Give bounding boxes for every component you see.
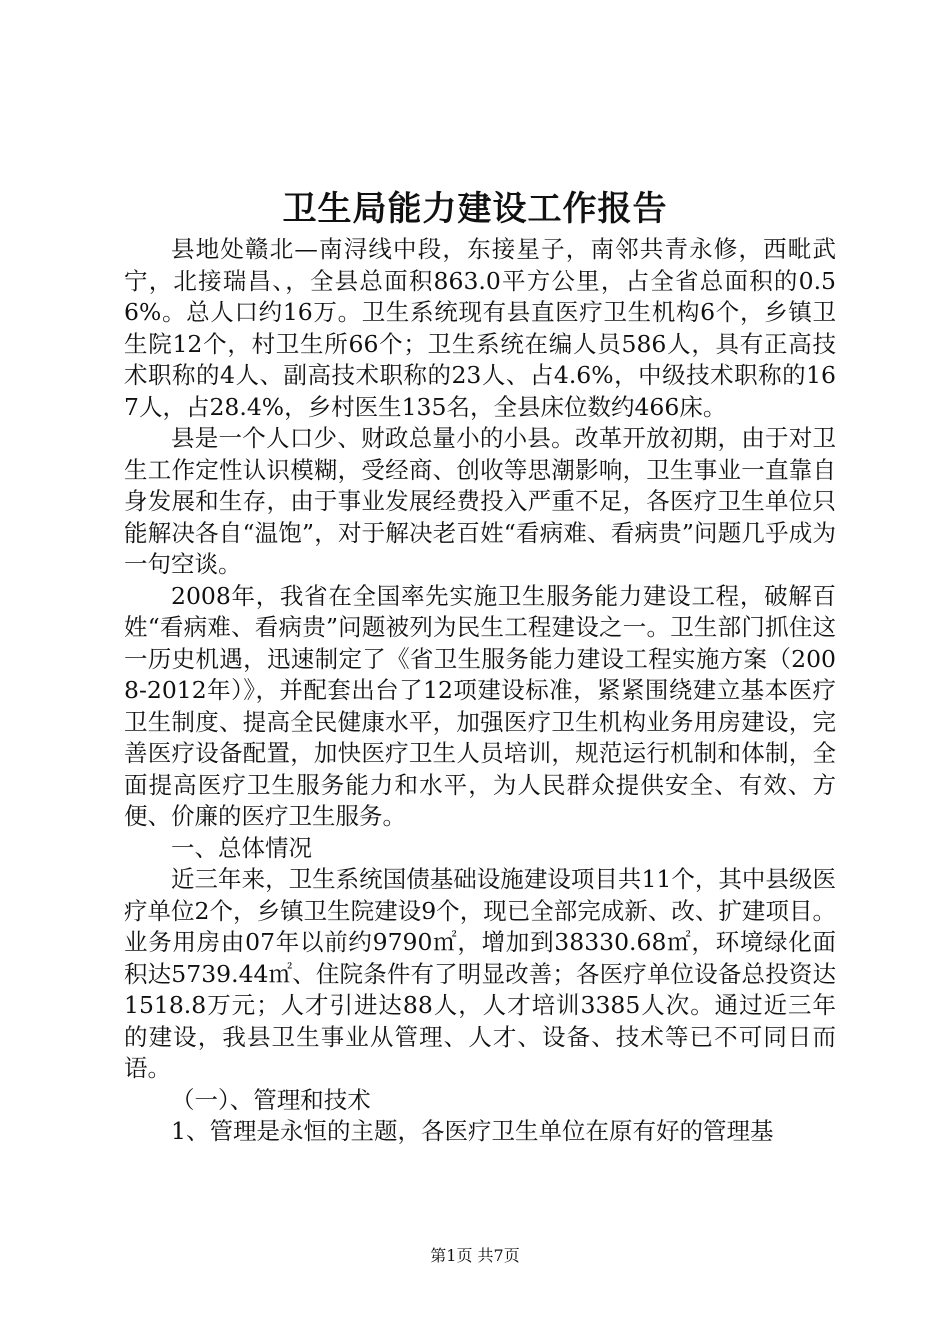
subsection-heading-management: （一）、管理和技术 — [171, 1085, 371, 1114]
section-heading-overall: 一、总体情况 — [171, 833, 312, 862]
paragraph-management: 1、管理是永恒的主题，各医疗卫生单位在原有好的管理基 — [171, 1117, 774, 1145]
document-title: 卫生局能力建设工作报告 — [282, 189, 668, 229]
paragraph-overall-situation: 近三年来，卫生系统国债基础设施建设项目共11个，其中县级医疗单位2个，乡镇卫生院建设9个，现已全部完成新、改、扩建项目。业务用房由07年以前约9790㎡，增加到38330.68㎡，环境绿化面积达5739.44㎡、住院条件有了明显改善；各医疗单位设备总投资达1518.8万元；人才引进达88人，人才培训3385人次。通过近三年的建设，我县卫生事业从管理、人才、设备、技术等已不可同日而语。 — [124, 865, 836, 1082]
document-body — [124, 234, 836, 1148]
paragraph-overview: 县地处赣北—南浔线中段，东接星子，南邻共青永修，西毗武宁，北接瑞昌、，全县总面积863.0平方公里，占全省总面积的0.56%。总人口约16万。卫生系统现有县直医疗卫生机构6个，乡镇卫生院12个，村卫生所66个；卫生系统在编人员586人，具有正高技术职称的4人、副高技术职称的23人、占4.6%，中级技术职称的167人，占28.4%，乡村医生135名，全县床位数约466床。 — [124, 235, 836, 421]
paragraph-background: 县是一个人口少、财政总量小的小县。改革开放初期，由于对卫生工作定性认识模糊，受经商、创收等思潮影响，卫生事业一直靠自身发展和生存，由于事业发展经费投入严重不足，各医疗卫生单位只能解决各自“温饱”，对于解决老百姓“看病难、看病贵”问题几乎成为一句空谈。 — [124, 424, 836, 578]
page-footer: 第1页 共7页 — [430, 1246, 520, 1265]
paragraph-project: 2008年，我省在全国率先实施卫生服务能力建设工程，破解百姓“看病难、看病贵”问题被列为民生工程建设之一。卫生部门抓住这一历史机遇，迅速制定了《省卫生服务能力建设工程实施方案（2008-2012年）》，并配套出台了12项建设标准，紧紧围绕建立基本医疗卫生制度、提高全民健康水平，加强医疗卫生机构业务用房建设，完善医疗设备配置，加快医疗卫生人员培训，规范运行机制和体制，全面提高医疗卫生服务能力和水平，为人民群众提供安全、有效、方便、价廉的医疗卫生服务。 — [124, 581, 836, 830]
